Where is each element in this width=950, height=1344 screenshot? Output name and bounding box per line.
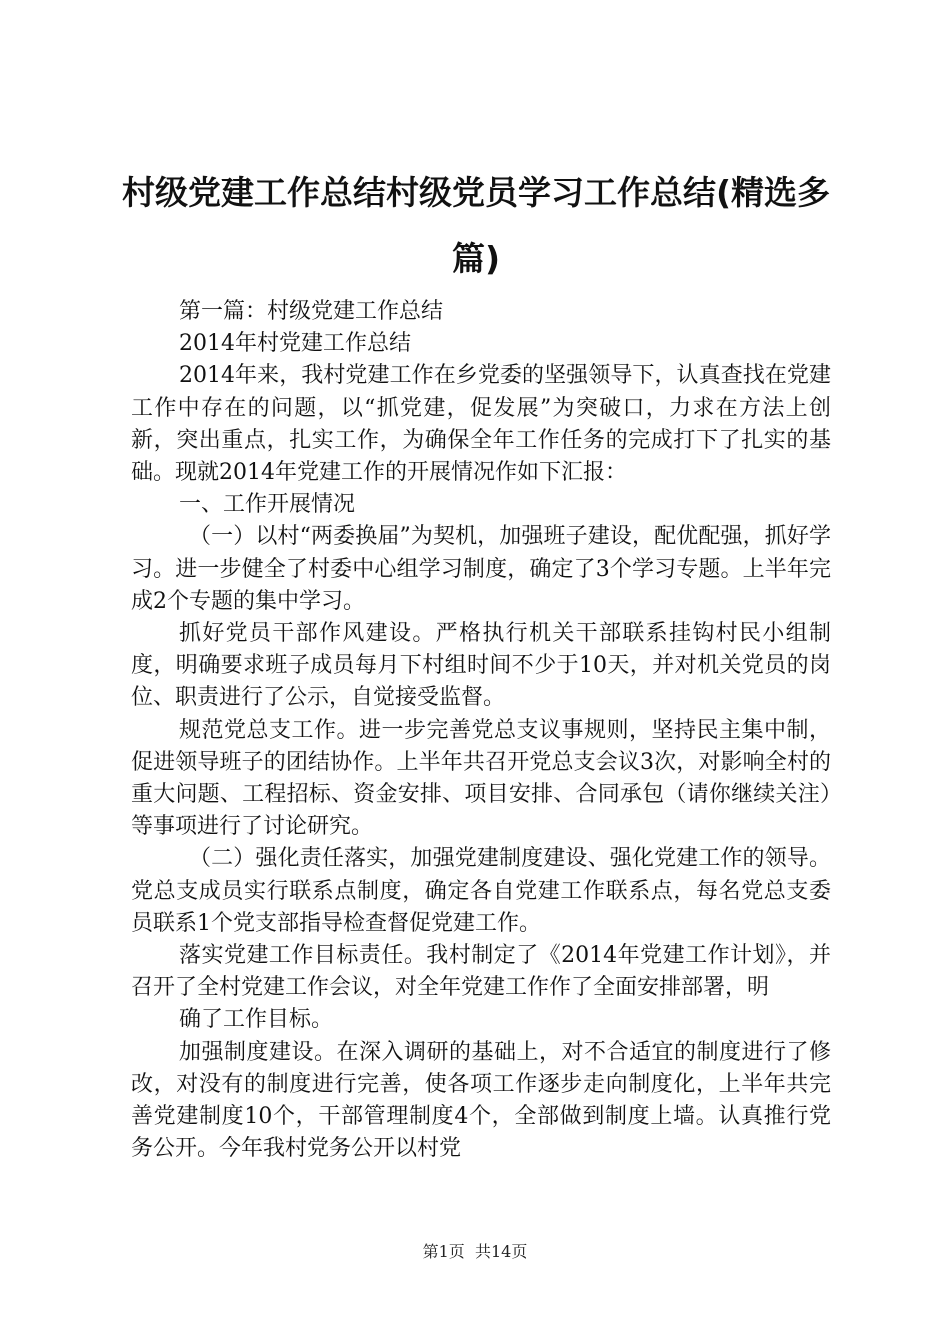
- paragraph-branch-work: 规范党总支工作。进一步完善党总支议事规则，坚持民主集中制，促进领导班子的团结协作。上半年共召开党总支会议3次，对影响全村的重大问题、工程招标、资金安排、项目安排、合同承包（请你继续关注）等事项进行了讨论研究。: [131, 717, 831, 840]
- paragraph-fragment: 确了工作目标。: [179, 1007, 334, 1033]
- paragraph-responsibility: 落实党建工作目标责任。我村制定了《2014年党建工作计划》，并召开了全村党建工作会议，对全年党建工作作了全面安排部署，明: [131, 943, 831, 1001]
- paragraph-heading-1: 一、工作开展情况: [179, 492, 356, 518]
- paragraph-section-heading: 第一篇：村级党建工作总结: [179, 299, 444, 324]
- paragraph-system-building: 加强制度建设。在深入调研的基础上，对不合适宜的制度进行了修改，对没有的制度进行完善，使各项工作逐步走向制度化，上半年共完善党建制度10个，干部管理制度4个，全部做到制度上墙。认真推行党务公开。今年我村党务公开以村党: [131, 1039, 831, 1162]
- paragraph-item-1: （一）以村“两委换届”为契机，加强班子建设，配优配强，抓好学习。进一步健全了村委中心组学习制度，确定了3个学习专题。上半年完成2个专题的集中学习。: [131, 524, 831, 614]
- page-footer: [0, 1242, 950, 1262]
- document-body: [131, 296, 831, 1165]
- paragraph-intro: 2014年来，我村党建工作在乡党委的坚强领导下，认真查找在党建工作中存在的问题，以“抓党建，促发展”为突破口，力求在方法上创新，突出重点，扎实工作，为确保全年工作任务的完成打下了扎实的基础。现就2014年党建工作的开展情况作如下汇报：: [131, 363, 831, 486]
- page-number: 第1页: [422, 1242, 465, 1261]
- page-total: 共14页: [474, 1242, 528, 1261]
- paragraph-subtitle: 2014年村党建工作总结: [179, 331, 411, 357]
- paragraph-item-2: （二）强化责任落实，加强党建制度建设、强化党建工作的领导。党总支成员实行联系点制度，确定各自党建工作联系点，每名党总支委员联系1个党支部指导检查督促党建工作。: [131, 846, 831, 936]
- paragraph-style-building: 抓好党员干部作风建设。严格执行机关干部联系挂钩村民小组制度，明确要求班子成员每月下村组时间不少于10天，并对机关党员的岗位、职责进行了公示，自觉接受监督。: [131, 621, 831, 711]
- document-title: 村级党建工作总结村级党员学习工作总结(精选多篇): [121, 173, 831, 278]
